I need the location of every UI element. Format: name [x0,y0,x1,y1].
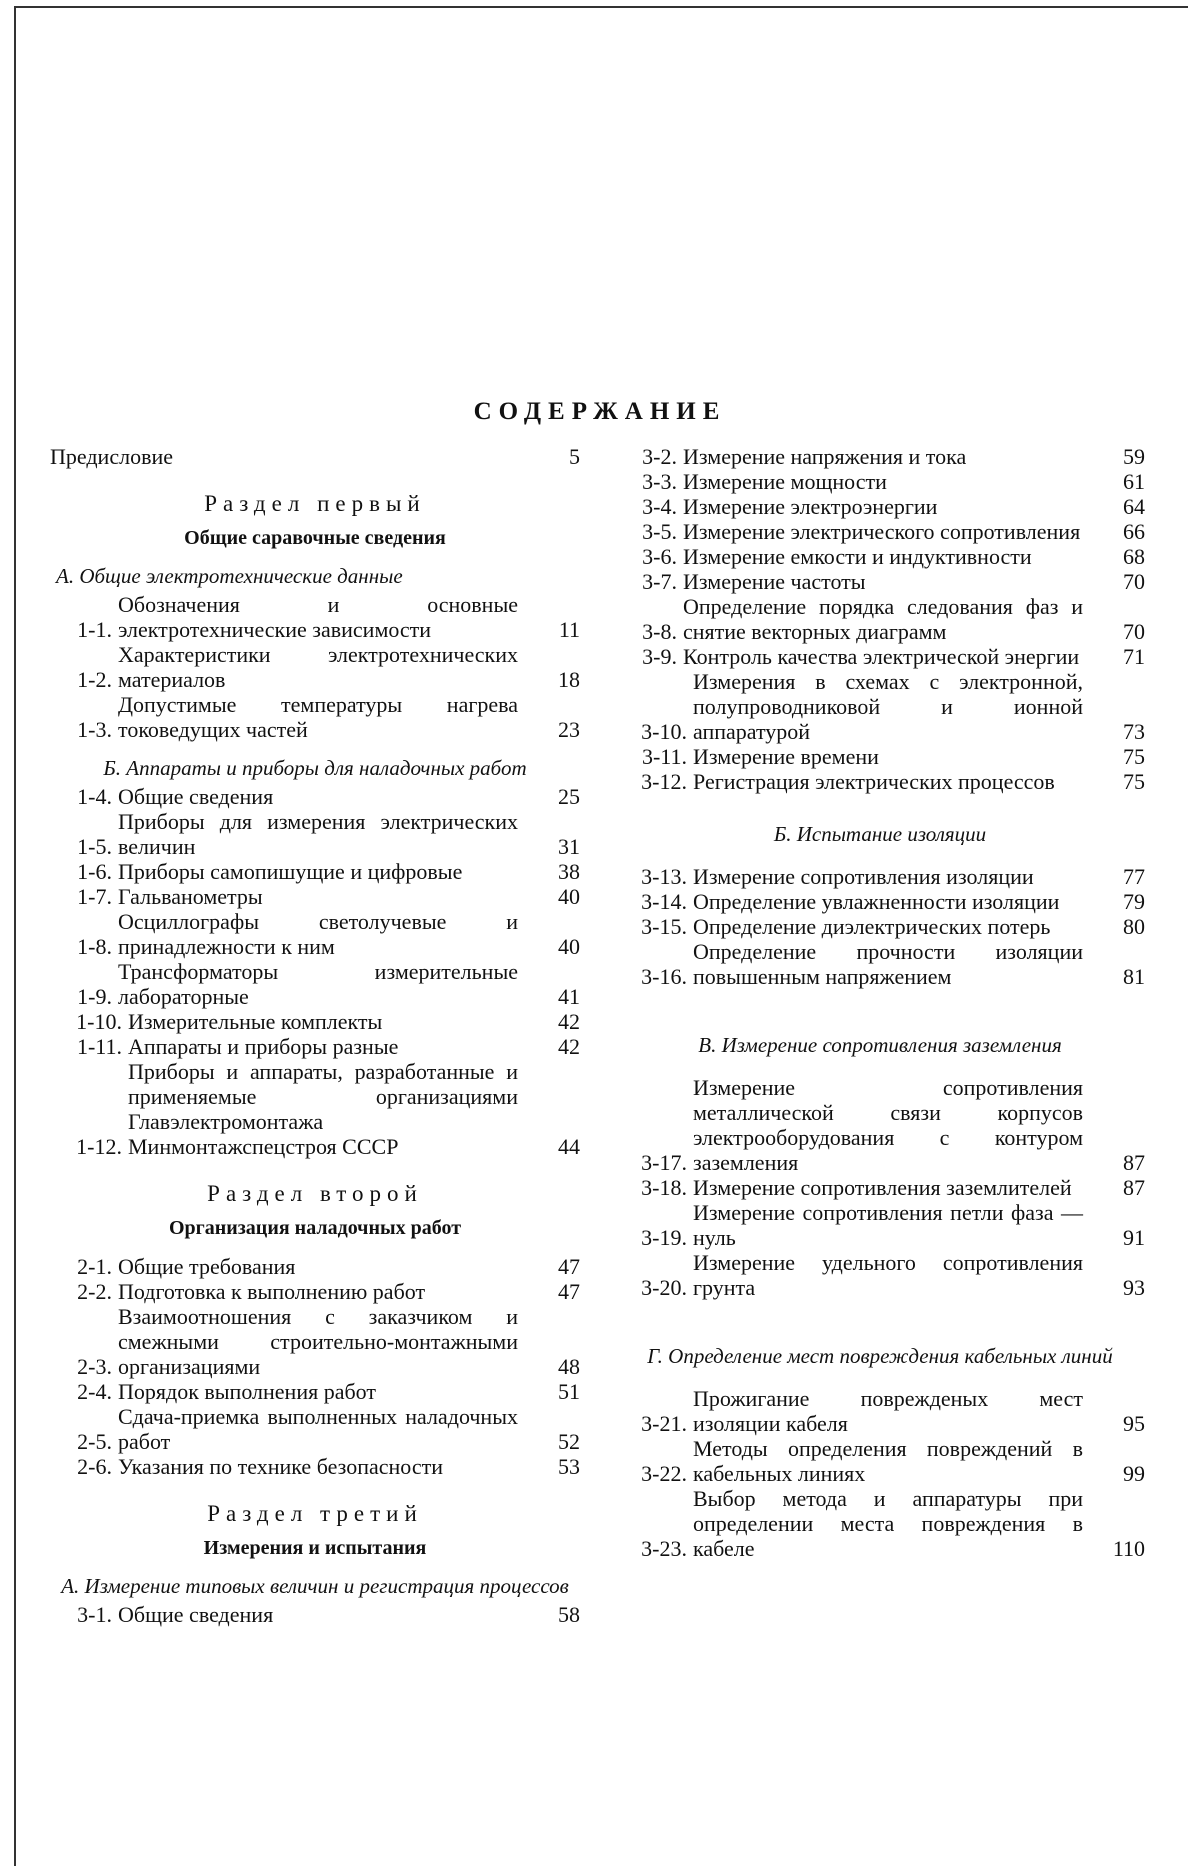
toc-entry-number: 3-9. [642,644,677,669]
toc-entry [50,642,580,692]
toc-entry [615,939,1145,989]
toc-entry-number: 3-20. [641,1275,687,1300]
toc-entry-page: 41 [558,984,580,1009]
toc-entry [615,744,1145,769]
toc-list [50,592,580,742]
toc-entry-number: 1-4. [77,784,112,809]
section-heading: В. Измерение сопротивления заземления [698,1033,1062,1057]
toc-entry-page: 66 [1123,519,1145,544]
toc-entry-page: 48 [558,1354,580,1379]
toc-entry-text: Гальванометры [118,884,263,909]
toc-entry-number: 2-5. [77,1429,112,1454]
toc-entry-text: Осциллографы светолучевые и принадлежности к ним [118,909,518,959]
toc-entry-text: Общие сведения [118,784,274,809]
toc-entry [615,864,1145,889]
toc-entry [615,544,1145,569]
toc-entry-text: Измерительные комплекты [128,1009,383,1034]
toc-entry [50,859,580,884]
toc-entry-page: 53 [558,1454,580,1479]
toc-entry [615,569,1145,594]
toc-entry-page: 47 [558,1254,580,1279]
toc-entry-number: 1-11. [76,1034,122,1059]
toc-entry-page: 42 [558,1009,580,1034]
toc-list [615,1075,1145,1300]
toc-entry-page: 5 [569,444,580,469]
toc-entry [615,444,1145,469]
section-heading: А. Измерение типовых величин и регистрация процессов [61,1574,569,1598]
toc-entry-text: Допустимые температуры нагрева токоведущих частей [118,692,518,742]
toc-entry-text: Аппараты и приборы разные [128,1034,399,1059]
toc-entry-number: 3-19. [641,1225,687,1250]
toc-entry-text: Измерение сопротивления изоляции [693,864,1034,889]
toc-entry-text: Измерение мощности [683,469,887,494]
toc-entry-number: 3-22. [641,1461,687,1486]
toc-entry-page: 25 [558,784,580,809]
toc-entry-number: 3-7. [642,569,677,594]
toc-entry-page: 58 [558,1602,580,1627]
toc-entry-page: 87 [1123,1150,1145,1175]
toc-entry [615,914,1145,939]
toc-entry-text: Порядок выполнения работ [118,1379,377,1404]
toc-entry-number: 3-11. [641,744,687,769]
toc-list [615,444,1145,794]
toc-entry-text: Приборы самопишущие и цифровые [118,859,463,884]
toc-entry-text: Приборы и аппараты, разработанные и применяемые организациями Главэлектромонтажа Минмонтажспецстроя СССР [128,1059,518,1159]
toc-entry [50,884,580,909]
toc-entry-number: 3-6. [642,544,677,569]
toc-entry [50,592,580,642]
toc-entry-page: 95 [1123,1411,1145,1436]
toc-list [615,864,1145,989]
toc-entry-page: 70 [1123,569,1145,594]
toc-entry [615,1175,1145,1200]
section-heading: Г. Определение мест повреждения кабельных линий [647,1344,1113,1368]
toc-entry-page: 44 [558,1134,580,1159]
toc-entry-number: 1-12. [76,1134,122,1159]
toc-entry-page: 40 [558,884,580,909]
toc-entry-text: Выбор метода и аппаратуры при определении места повреждения в кабеле [693,1486,1083,1561]
toc-entry-text: Измерение сопротивления металлической связи корпусов электрооборудования с контуром заземления [693,1075,1083,1175]
toc-entry [615,1250,1145,1300]
toc-entry-number: 2-4. [77,1379,112,1404]
toc-entry [50,1454,580,1479]
toc-entry [50,1059,580,1159]
toc-entry-text: Регистрация электрических процессов [693,769,1055,794]
toc-entry [50,1009,580,1034]
toc-entry [615,1486,1145,1561]
toc-entry-page: 93 [1123,1275,1145,1300]
section-heading: А. Общие электротехнические данные [56,564,403,588]
page-title: СОДЕРЖАНИЕ [473,398,727,425]
toc-entry [615,1075,1145,1175]
toc-entry-number: 3-12. [641,769,687,794]
toc-entry-text: Измерение электрического сопротивления [683,519,1081,544]
toc-entry-text: Общие сведения [118,1602,274,1627]
toc-entry-number: 1-9. [77,984,112,1009]
toc-entry-text: Измерение электроэнергии [683,494,938,519]
toc-entry-page: 61 [1123,469,1145,494]
toc-entry-number: 3-21. [641,1411,687,1436]
toc-entry-number: 1-5. [77,834,112,859]
part-subtitle: Измерения и испытания [203,1537,427,1559]
toc-entry [50,1379,580,1404]
toc-entry-text: Контроль качества электрической энергии [683,644,1080,669]
toc-entry-page: 31 [558,834,580,859]
toc-entry-text: Характеристики электротехнических материалов [118,642,518,692]
toc-entry-page: 11 [558,617,580,642]
toc-entry-page: 79 [1123,889,1145,914]
part-heading: Раздел второй [207,1181,423,1206]
toc-entry [615,1386,1145,1436]
toc-entry-text: Трансформаторы измерительные лабораторные [118,959,518,1009]
toc-left-column [50,444,580,1627]
toc-entry [50,809,580,859]
toc-entry-number: 2-3. [77,1354,112,1379]
toc-entry-page: 42 [558,1034,580,1059]
toc-entry-page: 52 [558,1429,580,1454]
section-heading: Б. Испытание изоляции [773,822,987,846]
toc-entry-page: 18 [558,667,580,692]
toc-entry-text: Взаимоотношения с заказчиком и смежными строительно-монтажными организациями [118,1304,518,1379]
toc-entry [615,644,1145,669]
toc-entry-number: 1-10. [76,1009,122,1034]
toc-entry-number: 3-3. [642,469,677,494]
toc-entry-text: Общие требования [118,1254,296,1279]
toc-entry [50,444,580,469]
toc-entry-page: 40 [558,934,580,959]
toc-entry [615,494,1145,519]
toc-entry-text: Предисловие [50,444,173,469]
toc-entry-text: Измерение сопротивления петли фаза — нуль [693,1200,1083,1250]
toc-entry-page: 47 [558,1279,580,1304]
toc-entry-number: 1-2. [77,667,112,692]
toc-entry-page: 110 [1112,1536,1145,1561]
toc-entry-number: 3-17. [641,1150,687,1175]
toc-list [50,1602,580,1627]
toc-entry-page: 91 [1123,1225,1145,1250]
toc-entry-text: Приборы для измерения электрических величин [118,809,518,859]
toc-entry-number: 3-14. [641,889,687,914]
toc-entry-number: 3-18. [641,1175,687,1200]
toc-entry-number: 3-23. [641,1536,687,1561]
toc-entry-page: 68 [1123,544,1145,569]
toc-entry-text: Методы определения повреждений в кабельных линиях [693,1436,1083,1486]
toc-entry-text: Прожигание поврежденых мест изоляции кабеля [693,1386,1083,1436]
toc-entry-page: 99 [1123,1461,1145,1486]
toc-list [615,1386,1145,1561]
toc-entry [50,1254,580,1279]
toc-entry [50,692,580,742]
toc-entry-number: 1-7. [77,884,112,909]
toc-entry-page: 64 [1123,494,1145,519]
toc-right-column [615,444,1145,1561]
part-subtitle: Организация наладочных работ [168,1217,462,1239]
toc-entry-text: Подготовка к выполнению работ [118,1279,426,1304]
toc-entry-text: Обозначения и основные электротехнические зависимости [118,592,518,642]
toc-entry-page: 23 [558,717,580,742]
toc-entry [615,669,1145,744]
toc-entry-page: 51 [558,1379,580,1404]
toc-entry [50,1304,580,1379]
toc-list [50,784,580,1159]
toc-entry [50,1034,580,1059]
part-subtitle: Общие саравочные сведения [184,527,446,549]
toc-entry-page: 38 [558,859,580,884]
toc-entry-text: Указания по технике безопасности [118,1454,443,1479]
toc-entry-text: Измерение удельного сопротивления грунта [693,1250,1083,1300]
toc-entry-number: 1-8. [77,934,112,959]
toc-entry [50,1602,580,1627]
toc-entry [615,769,1145,794]
toc-entry [50,1279,580,1304]
toc-entry-number: 1-1. [77,617,112,642]
toc-entry-page: 77 [1123,864,1145,889]
toc-entry [615,1436,1145,1486]
toc-entry [615,889,1145,914]
toc-entry-page: 80 [1123,914,1145,939]
toc-entry [615,519,1145,544]
toc-entry-text: Измерение времени [693,744,879,769]
toc-entry-text: Определение порядка следования фаз и снятие векторных диаграмм [683,594,1083,644]
part-heading: Раздел третий [207,1501,423,1526]
toc-entry-page: 81 [1123,964,1145,989]
toc-entry-text: Измерение сопротивления заземлителей [693,1175,1072,1200]
toc-entry-number: 1-6. [77,859,112,884]
toc-entry-number: 3-15. [641,914,687,939]
toc-entry-number: 3-4. [642,494,677,519]
section-heading: Б. Аппараты и приборы для наладочных работ [103,756,527,780]
toc-entry-number: 3-10. [641,719,687,744]
toc-entry-number: 2-1. [77,1254,112,1279]
toc-entry-number: 3-2. [642,444,677,469]
toc-entry-page: 75 [1123,744,1145,769]
toc-entry-number: 3-1. [77,1602,112,1627]
toc-entry-text: Сдача-приемка выполненных наладочных работ [118,1404,518,1454]
part-heading: Раздел первый [204,491,426,516]
toc-entry-number: 2-6. [77,1454,112,1479]
toc-entry-number: 3-13. [641,864,687,889]
toc-entry-text: Измерения в схемах с электронной, полупроводниковой и ионной аппаратурой [693,669,1083,744]
toc-entry [615,1200,1145,1250]
toc-entry [50,784,580,809]
toc-entry-number: 1-3. [77,717,112,742]
toc-entry [615,469,1145,494]
toc-entry-number: 3-5. [642,519,677,544]
toc-entry-page: 87 [1123,1175,1145,1200]
toc-list [50,1254,580,1479]
toc-entry [50,1404,580,1454]
toc-entry-number: 3-8. [642,619,677,644]
toc-entry-text: Определение увлажненности изоляции [693,889,1060,914]
toc-entry-text: Измерение напряжения и тока [683,444,967,469]
toc-entry-number: 2-2. [77,1279,112,1304]
toc-entry-page: 73 [1123,719,1145,744]
toc-entry-page: 75 [1123,769,1145,794]
toc-entry [50,959,580,1009]
toc-entry [615,594,1145,644]
toc-entry-text: Измерение емкости и индуктивности [683,544,1032,569]
toc-entry-page: 70 [1123,619,1145,644]
toc-entry-text: Определение прочности изоляции повышенным напряжением [693,939,1083,989]
toc-entry-page: 59 [1123,444,1145,469]
toc-entry [50,909,580,959]
toc-entry-page: 71 [1123,644,1145,669]
toc-entry-text: Определение диэлектрических потерь [693,914,1051,939]
toc-entry-number: 3-16. [641,964,687,989]
toc-entry-text: Измерение частоты [683,569,866,594]
